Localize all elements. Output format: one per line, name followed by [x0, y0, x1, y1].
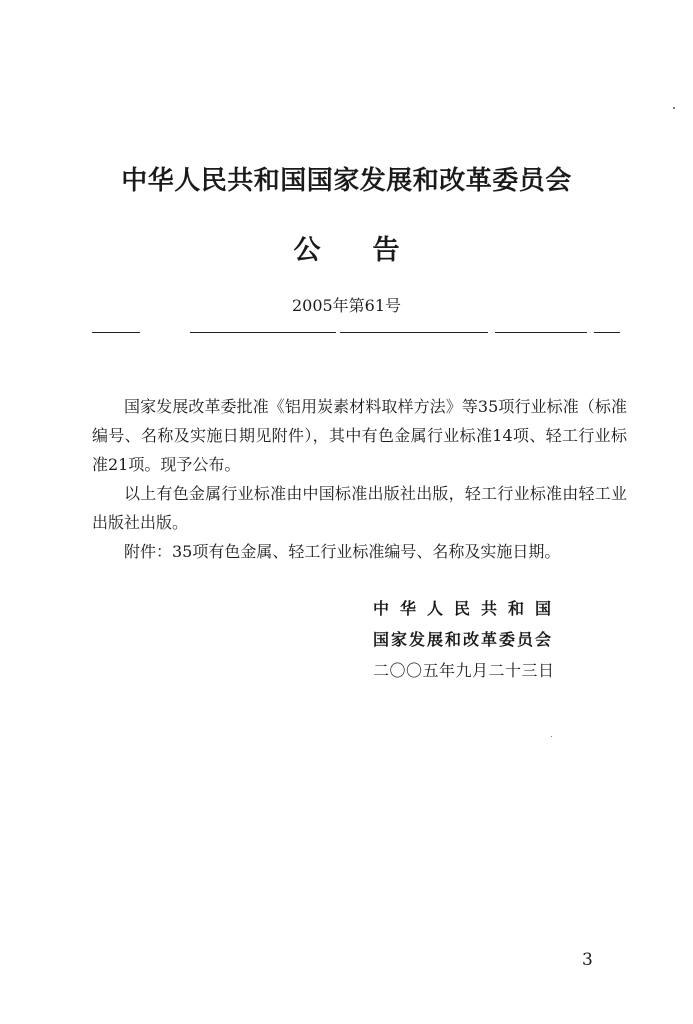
notice-title: 公告	[293, 235, 452, 266]
attachment-note: 附件：35项有色金属、轻工行业标准编号、名称及实施日期。	[124, 542, 561, 561]
rule-segment	[495, 332, 587, 333]
issuer-title: 中华人民共和国国家发展和改革委员会	[121, 166, 572, 196]
rule-segment	[92, 332, 140, 333]
body-paragraph: 国家发展改革委批准《铝用炭素材料取样方法》等35项行业标准（标准编号、名称及实施日期见附件），其中有色金属行业标准14项、轻工行业标准21项。现予公布。	[92, 397, 627, 474]
scan-speck	[551, 736, 552, 737]
page-number: 3	[582, 950, 593, 970]
rule-segment	[340, 332, 488, 333]
signature-block	[373, 593, 562, 686]
signature-date: 二〇〇五年九月二十三日	[373, 661, 555, 680]
scan-speck	[673, 107, 675, 109]
body-text	[92, 392, 627, 566]
signature-org-line1: 中华人民共和国	[373, 599, 563, 618]
body-paragraph: 以上有色金属行业标准由中国标准出版社出版，轻工行业标准由轻工业出版社出版。	[92, 484, 627, 532]
signature-org-line2: 国家发展和改革委员会	[373, 630, 554, 649]
rule-segment	[190, 332, 336, 333]
rule-segment	[594, 332, 620, 333]
document-number: 2005年第61号	[291, 296, 402, 315]
